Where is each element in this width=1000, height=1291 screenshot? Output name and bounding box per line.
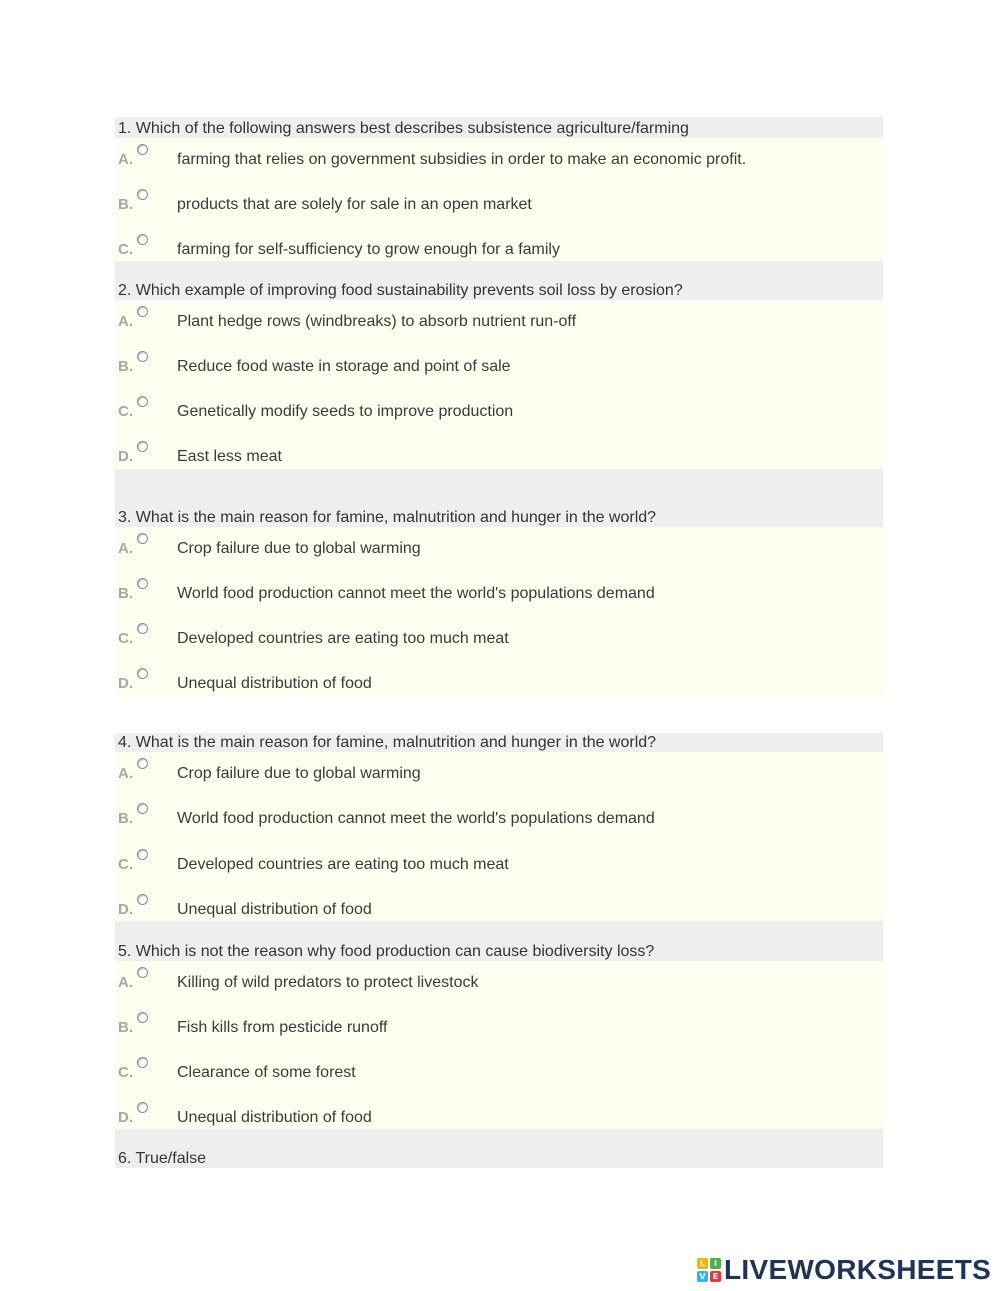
option-letter: D. [118,901,133,918]
radio-button[interactable] [137,351,148,362]
option-letter: A. [118,540,133,557]
answer-option[interactable] [115,1006,883,1051]
answer-option[interactable] [115,961,883,1006]
question-4-text: 4. What is the main reason for famine, malnutrition and hunger in the world? [115,733,883,752]
question-4-options [115,752,883,921]
option-letter: A. [118,151,133,168]
answer-option[interactable] [115,183,883,228]
answer-option[interactable] [115,138,883,183]
question-1-options [115,138,883,261]
option-letter: C. [118,856,133,873]
answer-option[interactable] [115,300,883,345]
radio-button[interactable] [137,967,148,978]
logo-text: LIVEWORKSHEETS [724,1254,992,1285]
option-letter: D. [118,675,133,692]
radio-button[interactable] [137,234,148,245]
question-2-text: 2. Which example of improving food sustainability prevents soil loss by erosion? [115,261,883,300]
logo-grid-letter: V [697,1271,708,1282]
radio-button[interactable] [137,894,148,905]
radio-button[interactable] [137,849,148,860]
radio-button[interactable] [137,144,148,155]
option-text: World food production cannot meet the world's populations demand [177,585,655,602]
radio-button[interactable] [137,623,148,634]
logo-grid-letter: E [710,1271,721,1282]
answer-option[interactable] [115,345,883,390]
option-letter: A. [118,313,133,330]
option-text: World food production cannot meet the world's populations demand [177,810,655,827]
option-letter: C. [118,403,133,420]
radio-button[interactable] [137,1057,148,1068]
question-3-options [115,527,883,696]
option-text: East less meat [177,448,282,465]
option-text: farming that relies on government subsidies in order to make an economic profit. [177,151,747,168]
question-5-options [115,961,883,1129]
question-3-text: 3. What is the main reason for famine, malnutrition and hunger in the world? [115,469,883,527]
radio-button[interactable] [137,1102,148,1113]
logo-grid-letter: I [710,1258,721,1269]
option-text: Plant hedge rows (windbreaks) to absorb nutrient run-off [177,313,577,330]
option-letter: A. [118,765,133,782]
question-2-options [115,300,883,469]
option-letter: D. [118,1109,133,1126]
question-5-text: 5. Which is not the reason why food production can cause biodiversity loss? [115,921,883,961]
radio-button[interactable] [137,578,148,589]
option-letter: A. [118,974,133,991]
logo-grid-letter: L [697,1258,708,1269]
option-text: products that are solely for sale in an open market [177,196,532,213]
option-text: Unequal distribution of food [177,1109,372,1126]
option-letter: B. [118,1019,133,1036]
option-text: Developed countries are eating too much meat [177,630,509,647]
radio-button[interactable] [137,441,148,452]
option-text: Developed countries are eating too much meat [177,856,509,873]
option-text: Reduce food waste in storage and point of sale [177,358,511,375]
option-text: Killing of wild predators to protect livestock [177,974,479,991]
option-text: Crop failure due to global warming [177,765,421,782]
answer-option[interactable] [115,617,883,662]
option-letter: B. [118,196,133,213]
radio-button[interactable] [137,758,148,769]
option-letter: C. [118,1064,133,1081]
radio-button[interactable] [137,803,148,814]
option-text: farming for self-sufficiency to grow enough for a family [177,241,560,258]
option-letter: C. [118,241,133,258]
logo-grid-icon [697,1258,721,1282]
option-letter: B. [118,810,133,827]
option-letter: C. [118,630,133,647]
answer-option[interactable] [115,390,883,435]
option-text: Genetically modify seeds to improve production [177,403,514,420]
option-letter: B. [118,358,133,375]
option-text: Crop failure due to global warming [177,540,421,557]
question-6-text: 6. True/false [115,1129,883,1168]
option-text: Fish kills from pesticide runoff [177,1019,388,1036]
option-text: Clearance of some forest [177,1064,356,1081]
radio-button[interactable] [137,668,148,679]
radio-button[interactable] [137,1012,148,1023]
radio-button[interactable] [137,396,148,407]
answer-option[interactable] [115,797,883,842]
option-text: Unequal distribution of food [177,675,372,692]
liveworksheets-logo [697,1255,991,1285]
answer-option[interactable] [115,752,883,797]
answer-option[interactable] [115,572,883,617]
question-1-text: 1. Which of the following answers best describes subsistence agriculture/farming [115,117,883,138]
radio-button[interactable] [137,533,148,544]
answer-option[interactable] [115,843,883,888]
option-text: Unequal distribution of food [177,901,372,918]
answer-option[interactable] [115,527,883,572]
option-letter: B. [118,585,133,602]
answer-option[interactable] [115,662,883,707]
answer-option[interactable] [115,1051,883,1096]
radio-button[interactable] [137,189,148,200]
radio-button[interactable] [137,306,148,317]
option-letter: D. [118,448,133,465]
